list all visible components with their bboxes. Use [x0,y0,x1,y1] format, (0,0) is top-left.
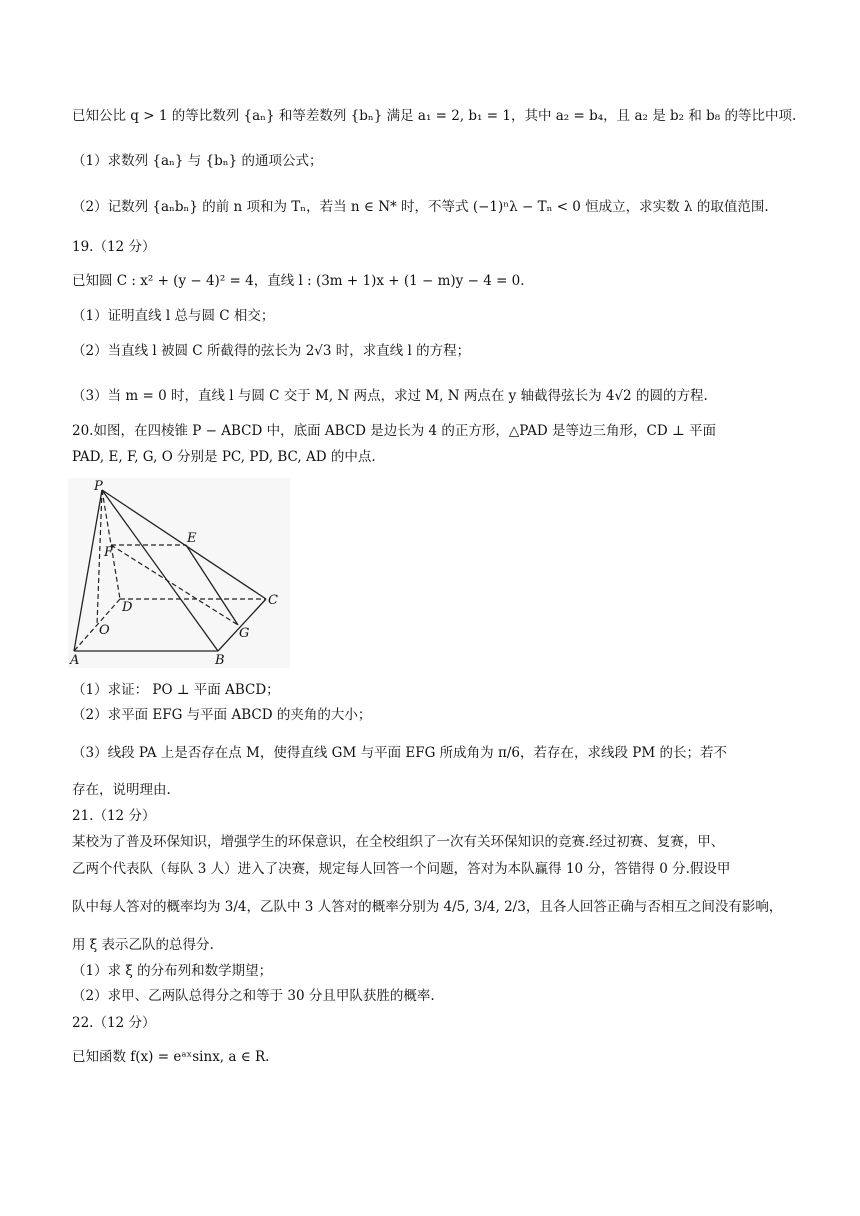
line-3: 19.（12 分） [72,239,156,255]
line-9: PAD, E, F, G, O 分别是 PC, PD, BC, AD 的中点. [72,449,376,465]
line-1: （1）求数列 {aₙ} 与 {bₙ} 的通项公式； [72,153,323,169]
line-2: （2）记数列 {aₙbₙ} 的前 n 项和为 Tₙ，若当 n ∈ N* 时，不等式 (−1)ⁿλ − Tₙ < 0 恒成立，求实数 λ 的取值范围. [72,199,769,215]
line-15: 某校为了普及环保知识，增强学生的环保意识，在全校组织了一次有关环保知识的竞赛.经过初赛、复赛，甲、 [72,834,725,850]
line-17: 队中每人答对的概率均为 3/4，乙队中 3 人答对的概率分别为 4/5, 3/4, 2/3，且各人回答正确与否相互之间没有影响， [72,899,783,915]
vertex-label-e: E [187,531,197,546]
vertex-label-f: F [104,545,114,560]
line-12: （3）线段 PA 上是否存在点 M，使得直线 GM 与平面 EFG 所成角为 π/6，若存在，求线段 PM 的长；若不 [72,745,727,761]
line-22: 已知函数 f(x) = eᵃˣsinx, a ∈ R. [72,1049,270,1065]
vertex-label-c: C [268,593,278,608]
line-21: 22.（12 分） [72,1015,156,1031]
line-18: 用 ξ 表示乙队的总得分. [72,937,214,953]
line-6: （2）当直线 l 被圆 C 所截得的弦长为 2√3 时，求直线 l 的方程； [72,343,471,359]
vertex-label-b: B [215,653,225,668]
line-5: （1）证明直线 l 总与圆 C 相交； [72,308,275,324]
line-11: （2）求平面 EFG 与平面 ABCD 的夹角的大小； [72,707,372,723]
vertex-label-g: G [239,626,250,641]
line-0: 已知公比 q > 1 的等比数列 {aₙ} 和等差数列 {bₙ} 满足 a₁ = 2, b₁ = 1，其中 a₂ = b₄，且 a₂ 是 b₂ 和 b₈ 的等比中项. [72,108,797,124]
line-4: 已知圆 C : x² + (y − 4)² = 4，直线 l : (3m + 1)x + (1 − m)y − 4 = 0. [72,273,525,289]
vertex-label-o: O [99,623,110,638]
line-13: 存在，说明理由. [72,782,171,798]
vertex-label-d: D [122,600,133,615]
line-20: （2）求甲、乙两队总得分之和等于 30 分且甲队获胜的概率. [72,988,435,1004]
vertex-label-p: P [94,479,103,494]
line-14: 21.（12 分） [72,808,156,824]
line-7: （3）当 m = 0 时，直线 l 与圆 C 交于 M, N 两点，求过 M, N 两点在 y 轴截得弦长为 4√2 的圆的方程. [72,388,708,404]
pyramid-figure [68,478,290,668]
line-16: 乙两个代表队（每队 3 人）进入了决赛，规定每人回答一个问题，答对为本队赢得 10 分，答错得 0 分.假设甲 [72,861,731,877]
line-10: （1）求证： PO ⊥ 平面 ABCD； [72,682,280,698]
vertex-label-a: A [70,653,80,668]
line-8: 20.如图，在四棱锥 P − ABCD 中，底面 ABCD 是边长为 4 的正方形，△PAD 是等边三角形，CD ⊥ 平面 [72,423,716,439]
line-19: （1）求 ξ 的分布列和数学期望； [72,963,273,979]
